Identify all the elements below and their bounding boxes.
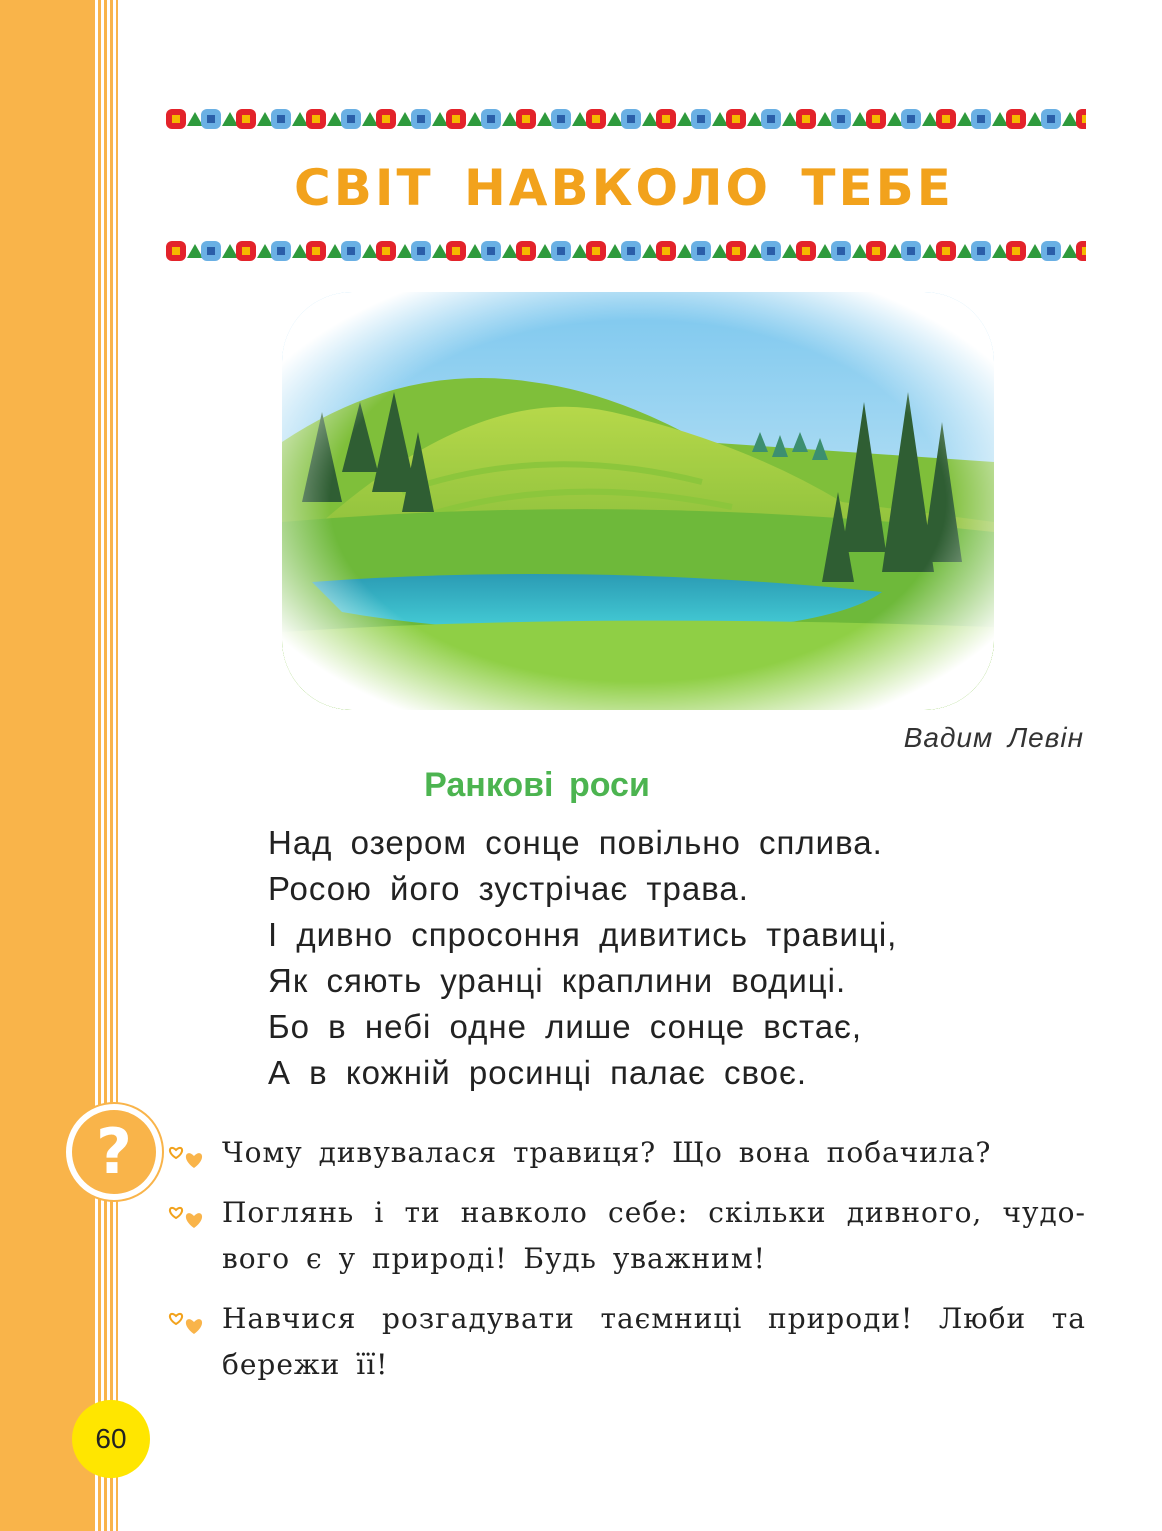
poem-line: Над озером сонце повільно сплива. [268,824,883,861]
poem-text [268,820,897,1096]
hearts-icon [166,1196,210,1232]
question-mark-glyph: ? [96,1115,132,1188]
question-mark-icon [66,1104,162,1200]
hearts-icon [166,1302,210,1338]
page-margin-stripes [92,0,118,1531]
poem-line: А в кожній росинці палає своє. [268,1054,808,1091]
question-item [160,1296,1086,1388]
hearts-icon [166,1136,210,1172]
poem-title: Ранкові роси [424,766,650,804]
lake-landscape-illustration [282,292,994,710]
embroidery-ornament-bottom [162,232,1086,270]
poem-line: Росою його зустрічає трава. [268,870,749,907]
poem-author: Вадим Левін [903,722,1084,753]
page-title: СВІТ НАВКОЛО ТЕБЕ [294,159,954,217]
question-item [160,1130,1086,1176]
poem-line: Бо в небі одне лише сонце встає, [268,1008,863,1045]
question-text: Чому дивувалася травиця? Що вона побачила? [222,1136,992,1169]
question-text: Поглянь і ти навколо себе: скільки дивного, чудо-вого є у природі! Будь уважним! [222,1196,1086,1275]
question-item [160,1190,1086,1282]
page-margin-band [0,0,92,1531]
poem-line: Як сяють уранці краплини водиці. [268,962,847,999]
embroidery-ornament-top [162,100,1086,138]
question-list [160,1130,1086,1402]
page-number: 60 [72,1400,150,1478]
poem-line: І дивно спросоння дивитись травиці, [268,916,898,953]
question-text: Навчися розгадувати таємниці природи! Люби та бережи її! [222,1302,1086,1381]
